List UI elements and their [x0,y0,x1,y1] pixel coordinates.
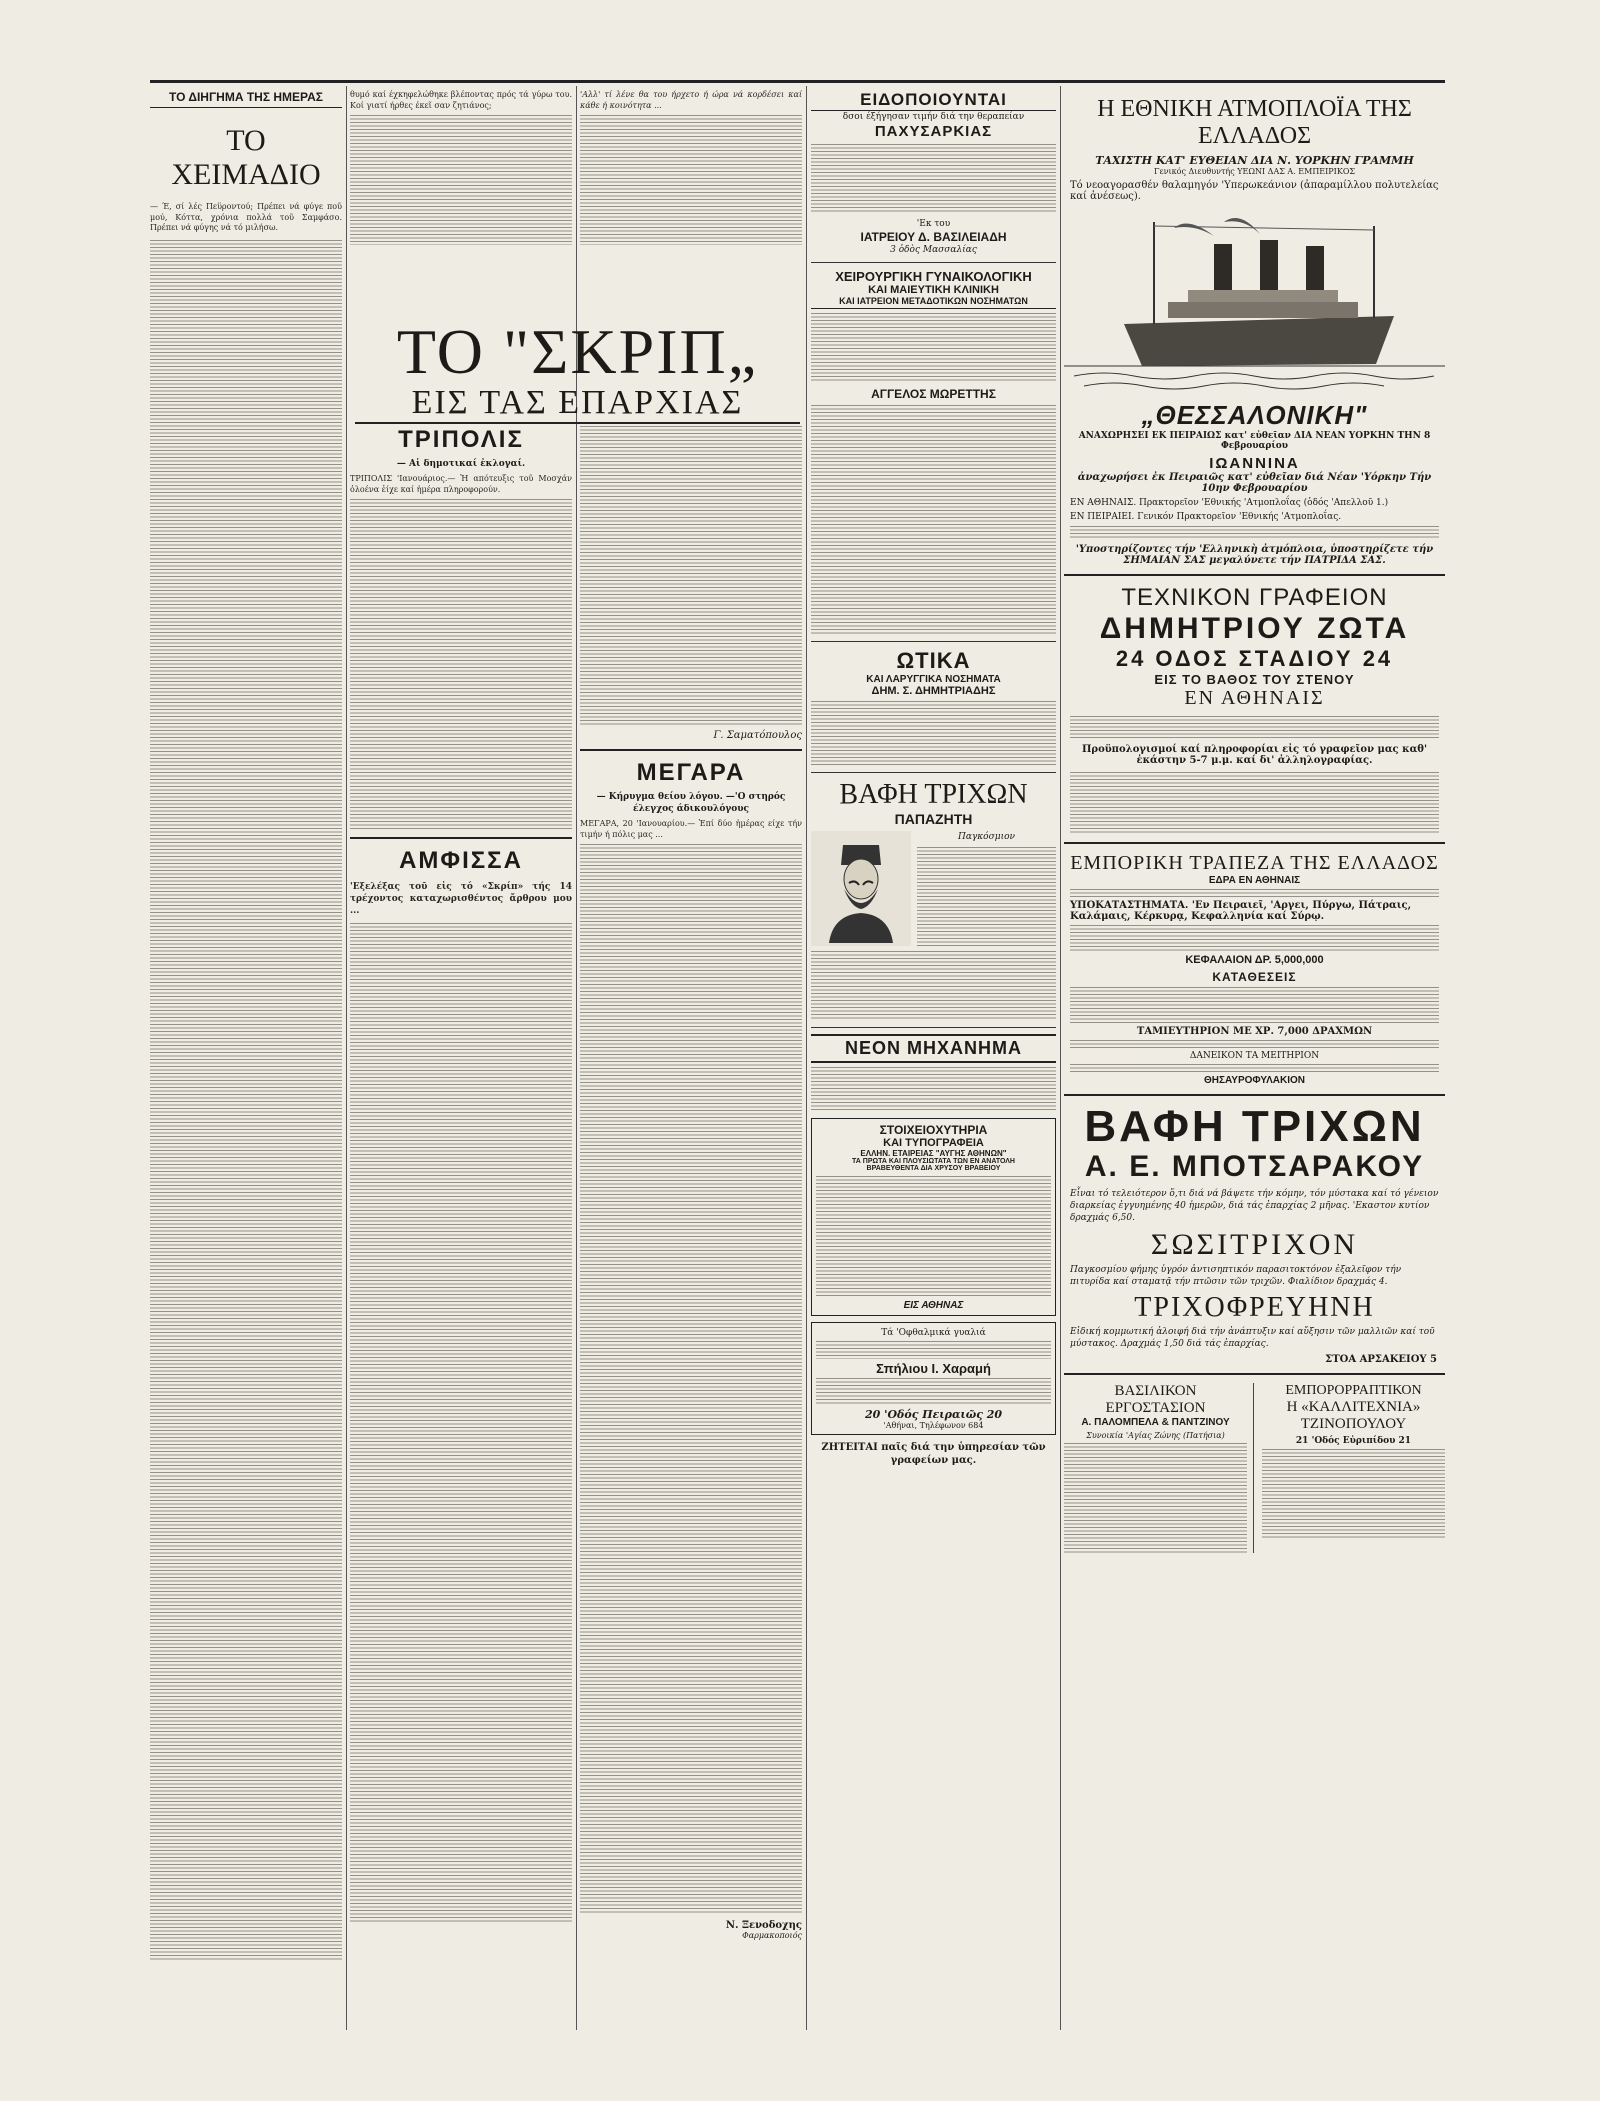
divider [1064,842,1445,844]
notice-subtitle: δσοι έξήγησαν τιμήν διά την θεραπείαν [842,112,1025,122]
otika-heading: ΩΤΙΚΑ [896,648,971,673]
tripolis-continued [580,426,802,726]
bank-body [1070,889,1439,897]
optician-address: 20 'Οδός Πειραιῶς 20 [864,1408,1003,1421]
story-title: ΤΟ ΧΕΙΜΑΔΙΟ [171,124,321,191]
shipping-director: Γενικός Διευθυντής ΥΕΩΝΙ ΔΑΣ Α. ΕΜΠΕΙΡΙΚΟΣ [1153,167,1356,176]
notice-doctor: ΙΑΤΡΕΙΟΥ Δ. ΒΑΣΙΛΕΙΑΔΗ [860,230,1007,244]
bank-capital: ΚΕΦΑΛΑΙΟΝ ΔΡ. 5,000,000 [1185,954,1324,966]
portrait-illustration [811,831,911,946]
signature-2: Ν. Ξενοδοχης [725,1920,802,1931]
amfissa-body [350,923,572,1923]
dye-body [917,847,1056,947]
ship2-name: ΙΩΑΝΝΙΝΑ [1209,455,1300,472]
otika-body [811,701,1056,766]
tech-office-owner: ΔΗΜΗΤΡΙΟΥ ΖΩΤΑ [1099,612,1410,645]
column-commercial [1064,90,1445,2030]
divider [811,772,1056,773]
megara-dateline: ΜΕΓΑΡΑ, 20 'Ιανουαρίου.— Ἐπί δύο ἡμέρας είχε τήν τιμήν ή πόλις μας ... [580,819,802,839]
notice-address: 3 ὁδὸς Μασσαλίας [890,245,977,255]
store-owner: ΤΖΙΝΟΠΟΥΛΟΥ [1300,1416,1407,1432]
sositrixon-heading: ΣΩΣΙΤΡΙΧΟΝ [1150,1228,1359,1261]
megara-body [580,844,802,1914]
bank-heading: ΕΜΠΟΡΙΚΗ ΤΡΑΠΕΖΑ ΤΗΣ ΕΛΛΑΔΟΣ [1070,852,1439,874]
shipping-intro: Τό νεοαγορασθέν θαλαμηγόν 'Υπερωκεάνιον (ἀπαραμίλλου πολυτελείας καί ἀνέσεως). [1070,180,1439,202]
factory-body [1064,1443,1247,1553]
ship-office-piraeus: ΕΝ ΠΕΙΡΑΙΕΙ. Γενικόν Πρακτορεῖον 'Εθνικής 'Ατμοπλοΐας. [1070,512,1342,522]
story-continuation-2: 'Αλλ' τί λένε θα του ήρχετο ή ώρα νά κορδέσει καί κάθε ή κοινότητα ... [580,90,802,110]
store-address: 21 'Οδός Εὐριπίδου 21 [1295,1436,1412,1446]
dye2-heading: ΒΑΦΗ ΤΡΙΧΩΝ [1084,1102,1425,1151]
headline-skrip: ΤΟ "ΣΚΡΙΠ„ [396,316,759,387]
bank-loans: ΔΑΝΕΙΚΟΝ ΤΑ ΜΕΙΤΗΡΙΟΝ [1189,1051,1320,1061]
divider [811,641,1056,642]
factory-address: Συνοικία 'Αγίας Ζώνης (Πατήσια) [1086,1431,1225,1440]
headline-provinces: ΕΙΣ ΤΑΣ ΕΠΑΡΧΙΑΣ [355,384,800,424]
tripolis-dateline: ΤΡΙΠΟΛΙΣ 'Ιανουάριος.— Ἡ απότευξις τοῦ Μοσχάν ὁλοένα ἐίχε καί ἡμέρα πληροφορούν. [350,474,572,494]
notice-from: 'Εκ του [916,219,951,229]
story-lead: — Έ, σί λές Πεϋροντού; Πρέπει νά φύγε ποῦ μού, Κόττα, χρόνια πολλά τοῦ Σαμφάσο. Πρέπει νά φύγης νά τό μιλήσω. [150,202,342,232]
tech-office-city: ΕΝ ΑΘΗΝΑΙΣ [1184,687,1325,709]
section-label: ΤΟ ΔΙΗΓΗΜΑ ΤΗΣ ΗΜΕΡΑΣ [150,90,342,108]
tripolis-subheading: — Αἱ δημοτικαί ἐκλογαί. [396,459,526,469]
optician-ad [811,1322,1056,1435]
column-provinces-lower [350,420,572,2030]
machine-body [811,1067,1056,1112]
signature: Γ. Σαματόπουλος [713,730,802,741]
print-address: ΕΙΣ ΑΘΗΝΑΣ [903,1300,964,1311]
notice-name: ΠΑΧΥΣΑΡΚΙΑΣ [874,123,993,140]
notice-heading: ΕΙΔΟΠΟΙΟΥΝΤΑΙ [811,90,1056,111]
trixofreini-body: Εἰδική κομμωτική ἀλοιφή διά τήν ἀνάπτυξιν καί αὔξησιν τῶν μαλλιῶν καί τοῦ μύστακος. Δραχμάς 1,50 διά τάς ἐπαρχίας. [1070,1327,1435,1349]
clinic-doctor: ΑΓΓΕΛΟΣ ΜΩΡΕΤΤΗΣ [871,387,996,401]
optician-title: Τά 'Οφθαλμικά γυαλιά [881,1328,986,1338]
column-story [150,90,342,2030]
newspaper-page [150,80,1445,2030]
factory-owners: Α. ΠΑΛΟΜΠΕΛΑ & ΠΑΝΤΖΙΝΟΥ [1081,1417,1230,1428]
ship-name: „ΘΕΣΣΑΛΟΝΙΚΗ" [1141,400,1368,430]
optician-name: Σπήλιου Ι. Χαραμή [876,1361,991,1376]
print-tagline: ΤΑ ΠΡΩΤΑ ΚΑΙ ΠΛΟΥΣΙΩΤΑΤΑ ΤΩΝ ΕΝ ΑΝΑΤΟΛΗ [852,1158,1015,1165]
notice-body [811,144,1056,214]
factory-ad [1064,1383,1254,1553]
bank-body-2 [1070,925,1439,951]
print-shop-ad [811,1118,1056,1316]
print-award: ΒΡΑΒΕΥΘΕΝΤΑ ΔΙΑ ΧΡΥΣΟΥ ΒΡΑΒΕΙΟΥ [866,1165,1001,1172]
amfissa-lead: 'Εξελέξας τοῦ εἰς τό «Σκρίπ» τής 14 τρέχοντος καταχωρισθέντος ἄρθρου μου ... [350,882,572,916]
print-company: ΕΛΛΗΝ. ΕΤΑΙΡΕΙΑΣ "ΑΥΓΗΣ ΑΘΗΝΩΝ" [860,1149,1007,1158]
wanted-notice: ΖΗΤΕΙΤΑΙ παῖς διά την ὑπηρεσίαν τῶν γραφείων μας. [821,1442,1046,1466]
story-body [150,240,342,1960]
divider [811,1027,1056,1028]
dye-heading: ΒΑΦΗ ΤΡΙΧΩΝ [839,779,1028,810]
bank-branches: ΥΠΟΚΑΤΑΣΤΗΜΑΤΑ. 'Εν Πειραιεῖ, 'Αργει, Πύργω, Πάτραις, Καλάμαις, Κέρκυρᾳ, Κεφαλληνία καί Σύρῳ. [1070,900,1412,922]
clinic-heading: ΧΕΙΡΟΥΡΓΙΚΗ ΓΥΝΑΙΚΟΛΟΓΙΚΗ [835,269,1032,284]
megara-heading: ΜΕΓΑΡΑ [636,759,746,786]
amfissa-heading: ΑΜΦΙΣΣΑ [399,847,523,874]
otika-doctor: ΔΗΜ. Σ. ΔΗΜΗΤΡΙΑΔΗΣ [871,685,996,697]
divider [580,749,802,751]
ship-office-athens: ΕΝ ΑΘΗΝΑΙΣ. Πρακτορεῖον 'Εθνικής 'Ατμοπλοΐας (ὁδός 'Απελλοῦ 1.) [1070,498,1389,508]
bank-body-3 [1070,1040,1439,1048]
print-subheading: ΚΑΙ ΤΥΠΟΓΡΑΦΕΙΑ [883,1137,984,1149]
optician-body [816,1341,1051,1359]
clinic-subheading-2: ΚΑΙ ΙΑΤΡΕΙΟΝ ΜΕΤΑΔΟΤΙΚΩΝ ΝΟΣΗΜΑΤΩΝ [811,296,1056,309]
ship2-departure: ἀναχωρήσει ἐκ Πειραιῶς κατ' εὐθεῖαν διά Νέαν 'Υόρκην Τήν 10ην Φεβρουαρίου [1077,472,1432,494]
bank-deposits: ΚΑΤΑΘΕΣΕΙΣ [1212,970,1297,984]
clinic-doctor-body [811,405,1056,635]
bank-body-4 [1070,1064,1439,1072]
story-continuation-2-body [580,115,802,245]
dye-note: Παγκόσμιον [957,832,1016,842]
store-ad [1262,1383,1445,1553]
bank-vault: ΘΗΣΑΥΡΟΦΥΛΑΚΙΟΝ [1203,1075,1305,1086]
divider [1064,574,1445,576]
store-heading: ΕΜΠΟΡΟΡΡΑΠΤΙΚΟΝ [1285,1383,1422,1398]
bank-savings: ΤΑΜΙΕΥΤΗΡΙΟΝ ΜΕ ΧΡ. 7,000 ΔΡΑΧΜΩΝ [1136,1026,1373,1037]
clinic-body [811,313,1056,383]
ship-slogan: 'Υποστηρίζοντες τήν 'Ελληνικὴ ἀτμόπλοια, ὑποστηρίζετε τήν ΣΗΜΑΙΑΝ ΣΑΣ μεγαλύνετε τήν ΠΑΤΡΙΔΑ ΣΑΣ. [1075,544,1434,566]
story-continuation: θυμό καί έχκηφελώθηκε βλέποντας πρός τά γύρω του. Κοί γιατί ήρθες έκεῖ σαν ζητιάνος; [350,90,572,110]
arsakeiou-address: ΣΤΟΑ ΑΡΣΑΚΕΙΟΥ 5 [1325,1354,1437,1365]
tripolis-body [350,499,572,829]
optician-city: 'Αθήναι, Τηλέφωνον 684 [883,1421,984,1430]
machine-heading: ΝΕΟΝ ΜΗΧΑΝΗΜΑ [811,1034,1056,1063]
tripolis-heading: ΤΡΙΠΟΛΙΣ [398,426,524,453]
store-body [1262,1449,1445,1539]
signature-2-title: Φαρμακοποιός [742,1931,802,1940]
dye2-owner: Α. Ε. ΜΠΟΤΣΑΡΑΚΟΥ [1084,1150,1425,1183]
sositrixon-body: Παγκοσμίου φήμης ὑγρόν ἀντισηπτικόν παρασιτοκτόνον ἐξαλεῖφον τήν πιτυρίδα καί σταματᾷ τήν πτῶσιν τῶν τριχῶν. Φιαλίδιον δραχμάς 4. [1070,1265,1402,1287]
tech-office-heading: ΤΕΧΝΙΚΟΝ ΓΡΑΦΕΙΟΝ [1121,584,1388,611]
column-divider [806,86,807,2030]
factory-heading: ΒΑΣΙΛΙΚΟΝ ΕΡΓΟΣΤΑΣΙΟΝ [1105,1383,1206,1416]
steamship-illustration [1064,206,1445,396]
dye-body-2 [811,951,1056,1021]
trixofreini-heading: ΤΡΙΧΟΦΡΕΥΗΝΗ [1134,1292,1375,1323]
column-divider [346,86,347,2030]
dye2-body: Εἶναι τό τελειότερον ὅ,τι διά νά βάψετε τήν κόμην, τόν μύστακα καί τό γένειον διαρκείας ἐγγυημένης 40 ἡμερῶν, διά τάς ἐπαρχίας 2 μῆνας. 'Εκαστον κυτίον δραχμάς 6,50. [1070,1189,1439,1223]
divider [1064,1094,1445,1096]
tech-office-address: 24 ΟΔΟΣ ΣΤΑΔΙΟΥ 24 [1115,646,1394,671]
tech-office-info: Προϋπολογισμοί καί πληροφορίαι εἰς τό γραφεῖον μας καθ' ἑκάστην 5-7 μ.μ. καί δι' ἀλληλογραφίας. [1081,744,1428,766]
tech-office-body-2 [1070,772,1439,834]
shipping-line: ΤΑΧΙΣΤΗ ΚΑΤ' ΕΥΘΕΙΑΝ ΔΙΑ Ν. ΥΟΡΚΗΝ ΓΡΑΜΜΗ [1095,154,1414,167]
print-body [816,1176,1051,1296]
dye-name: ΠΑΠΑΖΗΤΗ [894,811,973,827]
divider [1064,1373,1445,1375]
ship-departure: ΑΝΑΧΩΡΗΣΕΙ ΕΚ ΠΕΙΡΑΙΩΣ κατ' εὐθεῖαν ΔΙΑ ΝΕΑΝ ΥΟΡΚΗΝ ΤΗΝ 8 Φεβρουαρίου [1078,431,1431,451]
column-ads [811,90,1056,2030]
tech-office-body [1070,716,1439,738]
store-name: Η «ΚΑΛΛΙΤΕΧΝΙΑ» [1286,1399,1421,1415]
clinic-subheading: ΚΑΙ ΜΑΙΕΥΤΙΚΗ ΚΛΙΝΙΚΗ [868,284,999,296]
print-heading: ΣΤΟΙΧΕΙΟΧΥΤΗΡΙΑ [879,1123,988,1137]
column-divider [1060,86,1061,2030]
top-rule [150,80,1445,83]
divider [811,262,1056,263]
shipping-company: Η ΕΘΝΙΚΗ ΑΤΜΟΠΛΟΪΑ ΤΗΣ ΕΛΛΑΔΟΣ [1097,96,1412,149]
otika-subheading: ΚΑΙ ΛΑΡΥΓΓΙΚΑ ΝΟΣΗΜΑΤΑ [866,674,1001,685]
divider [350,837,572,839]
ship-office-body [1070,526,1439,540]
bank-deposits-body [1070,987,1439,1023]
story-continuation-body [350,115,572,245]
bank-seat: ΕΔΡΑ ΕΝ ΑΘΗΝΑΙΣ [1208,875,1301,886]
megara-subheading: — Κήρυγμα θείου λόγου. —'Ο στηρός έλεγχος άδικουλόγους [596,792,786,814]
optician-body-2 [816,1378,1051,1406]
column-megara-lower [580,420,802,2030]
tech-office-location: ΕΙΣ ΤΟ ΒΑΘΟΣ ΤΟΥ ΣΤΕΝΟΥ [1154,672,1355,687]
